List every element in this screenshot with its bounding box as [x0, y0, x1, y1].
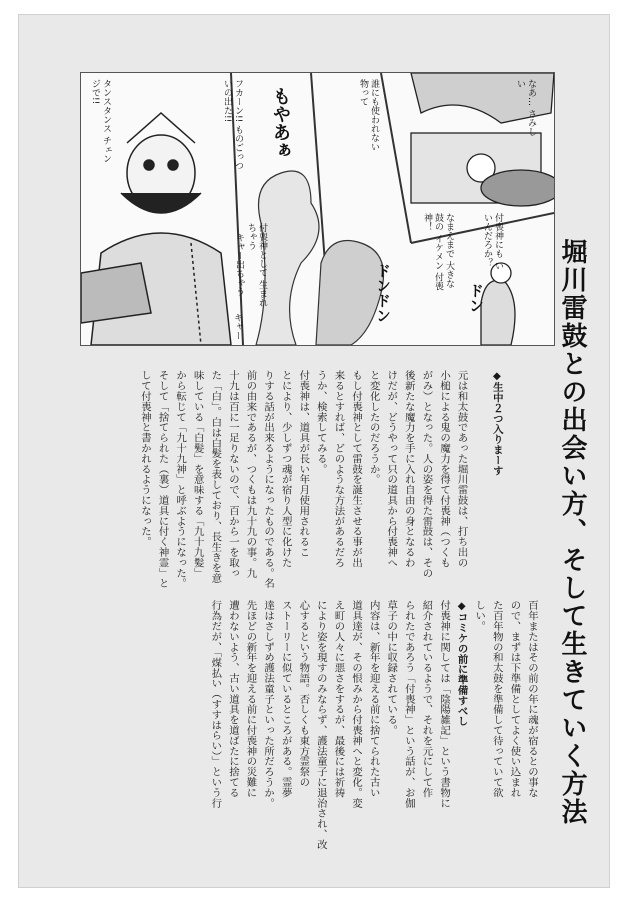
sound-effect-don-1: ドンドン — [374, 263, 392, 323]
section-2-heading: ◆コミケの前に準備すべし — [455, 600, 468, 727]
text-line: ので、まずは下準備としてよく使い込まれ — [508, 600, 521, 798]
text-line: 行為だが、「煤払い（すすはらい）」という行 — [209, 600, 222, 808]
text-line: と変化したのだろうか。 — [367, 370, 380, 485]
text-line: しい。 — [473, 600, 486, 632]
text-line: がみ）となった。人の姿を得た雷鼓は、その — [420, 370, 433, 578]
text-line: 付喪神に関しては「陰陽雑記」という書物に — [438, 600, 451, 808]
text-line: 小槌による鬼の魔力を得て付喪神（つくも — [438, 370, 451, 568]
text-line: 草子の中に収録されている。 — [385, 600, 398, 736]
section-1-heading: ◆生中２つ入りまーす — [490, 370, 503, 476]
section-1-text — [135, 370, 540, 589]
speech-bubble-1: フカーン!! ものごっついの出た!! — [222, 79, 243, 171]
text-line: 道具達が、その恨みから付喪神へと変化。変 — [350, 600, 363, 808]
text-line: うか、検索してみる。 — [314, 370, 327, 474]
article-title: 堀川雷鼓との出会い方、そして生きていく方法 — [557, 238, 587, 826]
text-line: え町の人々に悪さをするが、最後には祈祷 — [332, 600, 345, 798]
text-line: 達はさしずめ護法童子といった所だろうか。 — [262, 600, 275, 808]
text-line: 付喪神は、道具が長い年月使用されるこ — [297, 370, 310, 558]
speech-bubble-9: キャー — [232, 313, 242, 340]
speech-bubble-8: キャー出ちゃう — [234, 233, 244, 296]
text-line: ストーリーに似ているところがある。霊夢 — [279, 600, 292, 798]
text-line: 十九は百に一足りないので、百から一を取っ — [226, 370, 239, 578]
text-line: 遭わないよう、古い道具を道ばたに捨てる — [226, 600, 239, 798]
sound-effect-moya: もやあぁ — [270, 87, 291, 159]
text-line: た「白」。白は白髪を表しており、長生きを意 — [209, 370, 222, 584]
text-line: から転じて「九十九神」と呼ぶようになった。 — [174, 370, 187, 589]
text-line: により姿を現すのみならず、護法童子に退治され、改 — [314, 600, 327, 850]
text-line: もし付喪神として雷鼓を誕生させる事が出 — [350, 370, 363, 568]
section-2-text — [206, 600, 540, 850]
sound-effect-don-2: ドン — [467, 283, 485, 313]
text-line: 元は和太鼓であった堀川雷鼓は、打ち出の — [455, 370, 468, 568]
text-line: 前の由来であるが、つくもは九十九の事。九 — [244, 370, 257, 578]
text-line: 紹介されているようで、それを元にして作 — [420, 600, 433, 798]
speech-bubble-7: なまえまで 大きな鼓の イケメン 付喪神！ — [422, 213, 454, 291]
speech-bubble-4: なあ… さみしい — [515, 79, 536, 136]
speech-bubble-5: 誰にも使われない 物って — [358, 79, 379, 151]
speech-bubble-6: 付喪神にも いいんだろか？ — [482, 213, 503, 270]
speech-bubble-2: タンスタンス チェンジで!! — [90, 79, 111, 163]
speech-bubble-3: 付喪神として 生まれちゃう — [246, 223, 267, 307]
text-line: られたであろう「付喪神」という話が、お伽 — [402, 600, 415, 808]
text-line: 味している「白髪」を意味する「九十九髪」 — [191, 370, 204, 578]
text-line: 心するという物語。否しくも東方霊祭の — [297, 600, 310, 788]
text-line: けだが、どうやって只の道具から付喪神へ — [385, 370, 398, 568]
text-line: とにより、少しずつ魂が宿り人型に化けた — [279, 370, 292, 568]
text-line: して付喪神と書かれるようになった。 — [138, 370, 151, 547]
comic-illustration — [80, 72, 555, 346]
text-line: りする話が出来るようになったものである。名 — [262, 370, 275, 589]
text-line: 先ほどの新年を迎える前に付喪神の災難に — [244, 600, 257, 798]
text-line: た百年物の和太鼓を準備して待っていて欲 — [490, 600, 503, 798]
text-line: 百年またはその前の年に魂が宿るとの事な — [526, 600, 538, 798]
text-line: 内容は、新年を迎える前に捨てられた古い — [367, 600, 380, 798]
text-line: 来るとすれば、どのような方法があるだろ — [332, 370, 345, 568]
text-line: 後新たな魔力を手に入れ自由の身となるわ — [402, 370, 415, 568]
text-line: そして「捨てられた（裏）道具に付く神霊」と — [156, 370, 169, 589]
